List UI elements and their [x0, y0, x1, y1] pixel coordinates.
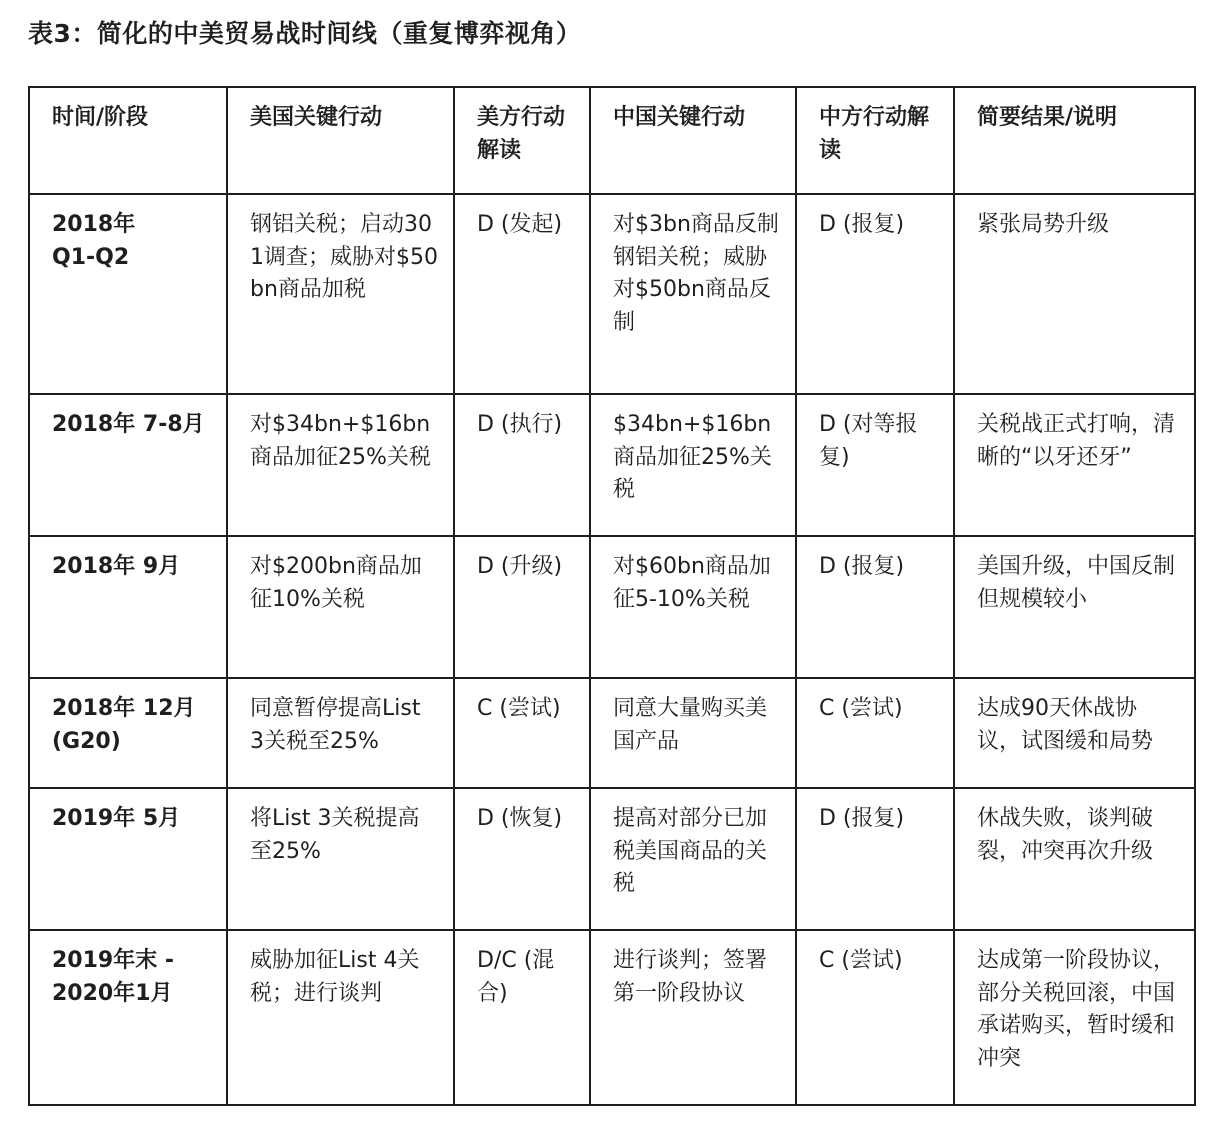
cell-cn-action: 对$60bn商品加征5-10%关税 [590, 536, 796, 678]
cell-cn-reading: D (对等报复) [796, 394, 954, 536]
cell-time: 2019年 5月 [29, 788, 227, 930]
cell-result: 达成90天休战协议，试图缓和局势 [954, 678, 1195, 788]
cell-cn-reading: D (报复) [796, 194, 954, 394]
cell-us-reading: D (恢复) [454, 788, 590, 930]
cell-cn-action: 同意大量购买美国产品 [590, 678, 796, 788]
cell-time: 2019年末 -2020年1月 [29, 930, 227, 1105]
cell-time: 2018年 7-8月 [29, 394, 227, 536]
column-header-us-action: 美国关键行动 [227, 87, 454, 194]
table-row [29, 194, 1195, 394]
cell-result: 美国升级，中国反制但规模较小 [954, 536, 1195, 678]
column-header-us-reading: 美方行动解读 [454, 87, 590, 194]
timeline-table [28, 86, 1196, 1106]
cell-cn-reading: C (尝试) [796, 930, 954, 1105]
cell-us-action: 同意暂停提高List 3关税至25% [227, 678, 454, 788]
column-header-result: 简要结果/说明 [954, 87, 1195, 194]
column-header-time: 时间/阶段 [29, 87, 227, 194]
cell-cn-action: 提高对部分已加税美国商品的关税 [590, 788, 796, 930]
cell-time: 2018年 12月 (G20) [29, 678, 227, 788]
cell-time: 2018年 9月 [29, 536, 227, 678]
cell-cn-reading: D (报复) [796, 788, 954, 930]
table-row [29, 788, 1195, 930]
page-title: 表3：简化的中美贸易战时间线（重复博弈视角） [28, 19, 582, 48]
column-header-cn-reading: 中方行动解读 [796, 87, 954, 194]
cell-time: 2018年 Q1-Q2 [29, 194, 227, 394]
cell-cn-action: $34bn+$16bn商品加征25%关税 [590, 394, 796, 536]
cell-us-action: 钢铝关税；启动301调查；威胁对$50bn商品加税 [227, 194, 454, 394]
cell-result: 关税战正式打响，清晰的“以牙还牙” [954, 394, 1195, 536]
cell-cn-action: 进行谈判；签署第一阶段协议 [590, 930, 796, 1105]
cell-us-action: 将List 3关税提高至25% [227, 788, 454, 930]
timeline-table-wrapper [28, 86, 1196, 1106]
table-row [29, 678, 1195, 788]
cell-us-action: 对$34bn+$16bn商品加征25%关税 [227, 394, 454, 536]
cell-cn-reading: C (尝试) [796, 678, 954, 788]
cell-cn-reading: D (报复) [796, 536, 954, 678]
cell-us-reading: D/C (混合) [454, 930, 590, 1105]
cell-us-reading: D (升级) [454, 536, 590, 678]
cell-us-reading: D (发起) [454, 194, 590, 394]
cell-us-action: 对$200bn商品加征10%关税 [227, 536, 454, 678]
table-row [29, 536, 1195, 678]
cell-result: 休战失败，谈判破裂，冲突再次升级 [954, 788, 1195, 930]
cell-result: 达成第一阶段协议，部分关税回滚，中国承诺购买，暂时缓和冲突 [954, 930, 1195, 1105]
cell-result: 紧张局势升级 [954, 194, 1195, 394]
table-row [29, 930, 1195, 1105]
table-header-row [29, 87, 1195, 194]
cell-us-reading: D (执行) [454, 394, 590, 536]
cell-us-action: 威胁加征List 4关税；进行谈判 [227, 930, 454, 1105]
cell-cn-action: 对$3bn商品反制钢铝关税；威胁对$50bn商品反制 [590, 194, 796, 394]
table-row [29, 394, 1195, 536]
cell-us-reading: C (尝试) [454, 678, 590, 788]
column-header-cn-action: 中国关键行动 [590, 87, 796, 194]
